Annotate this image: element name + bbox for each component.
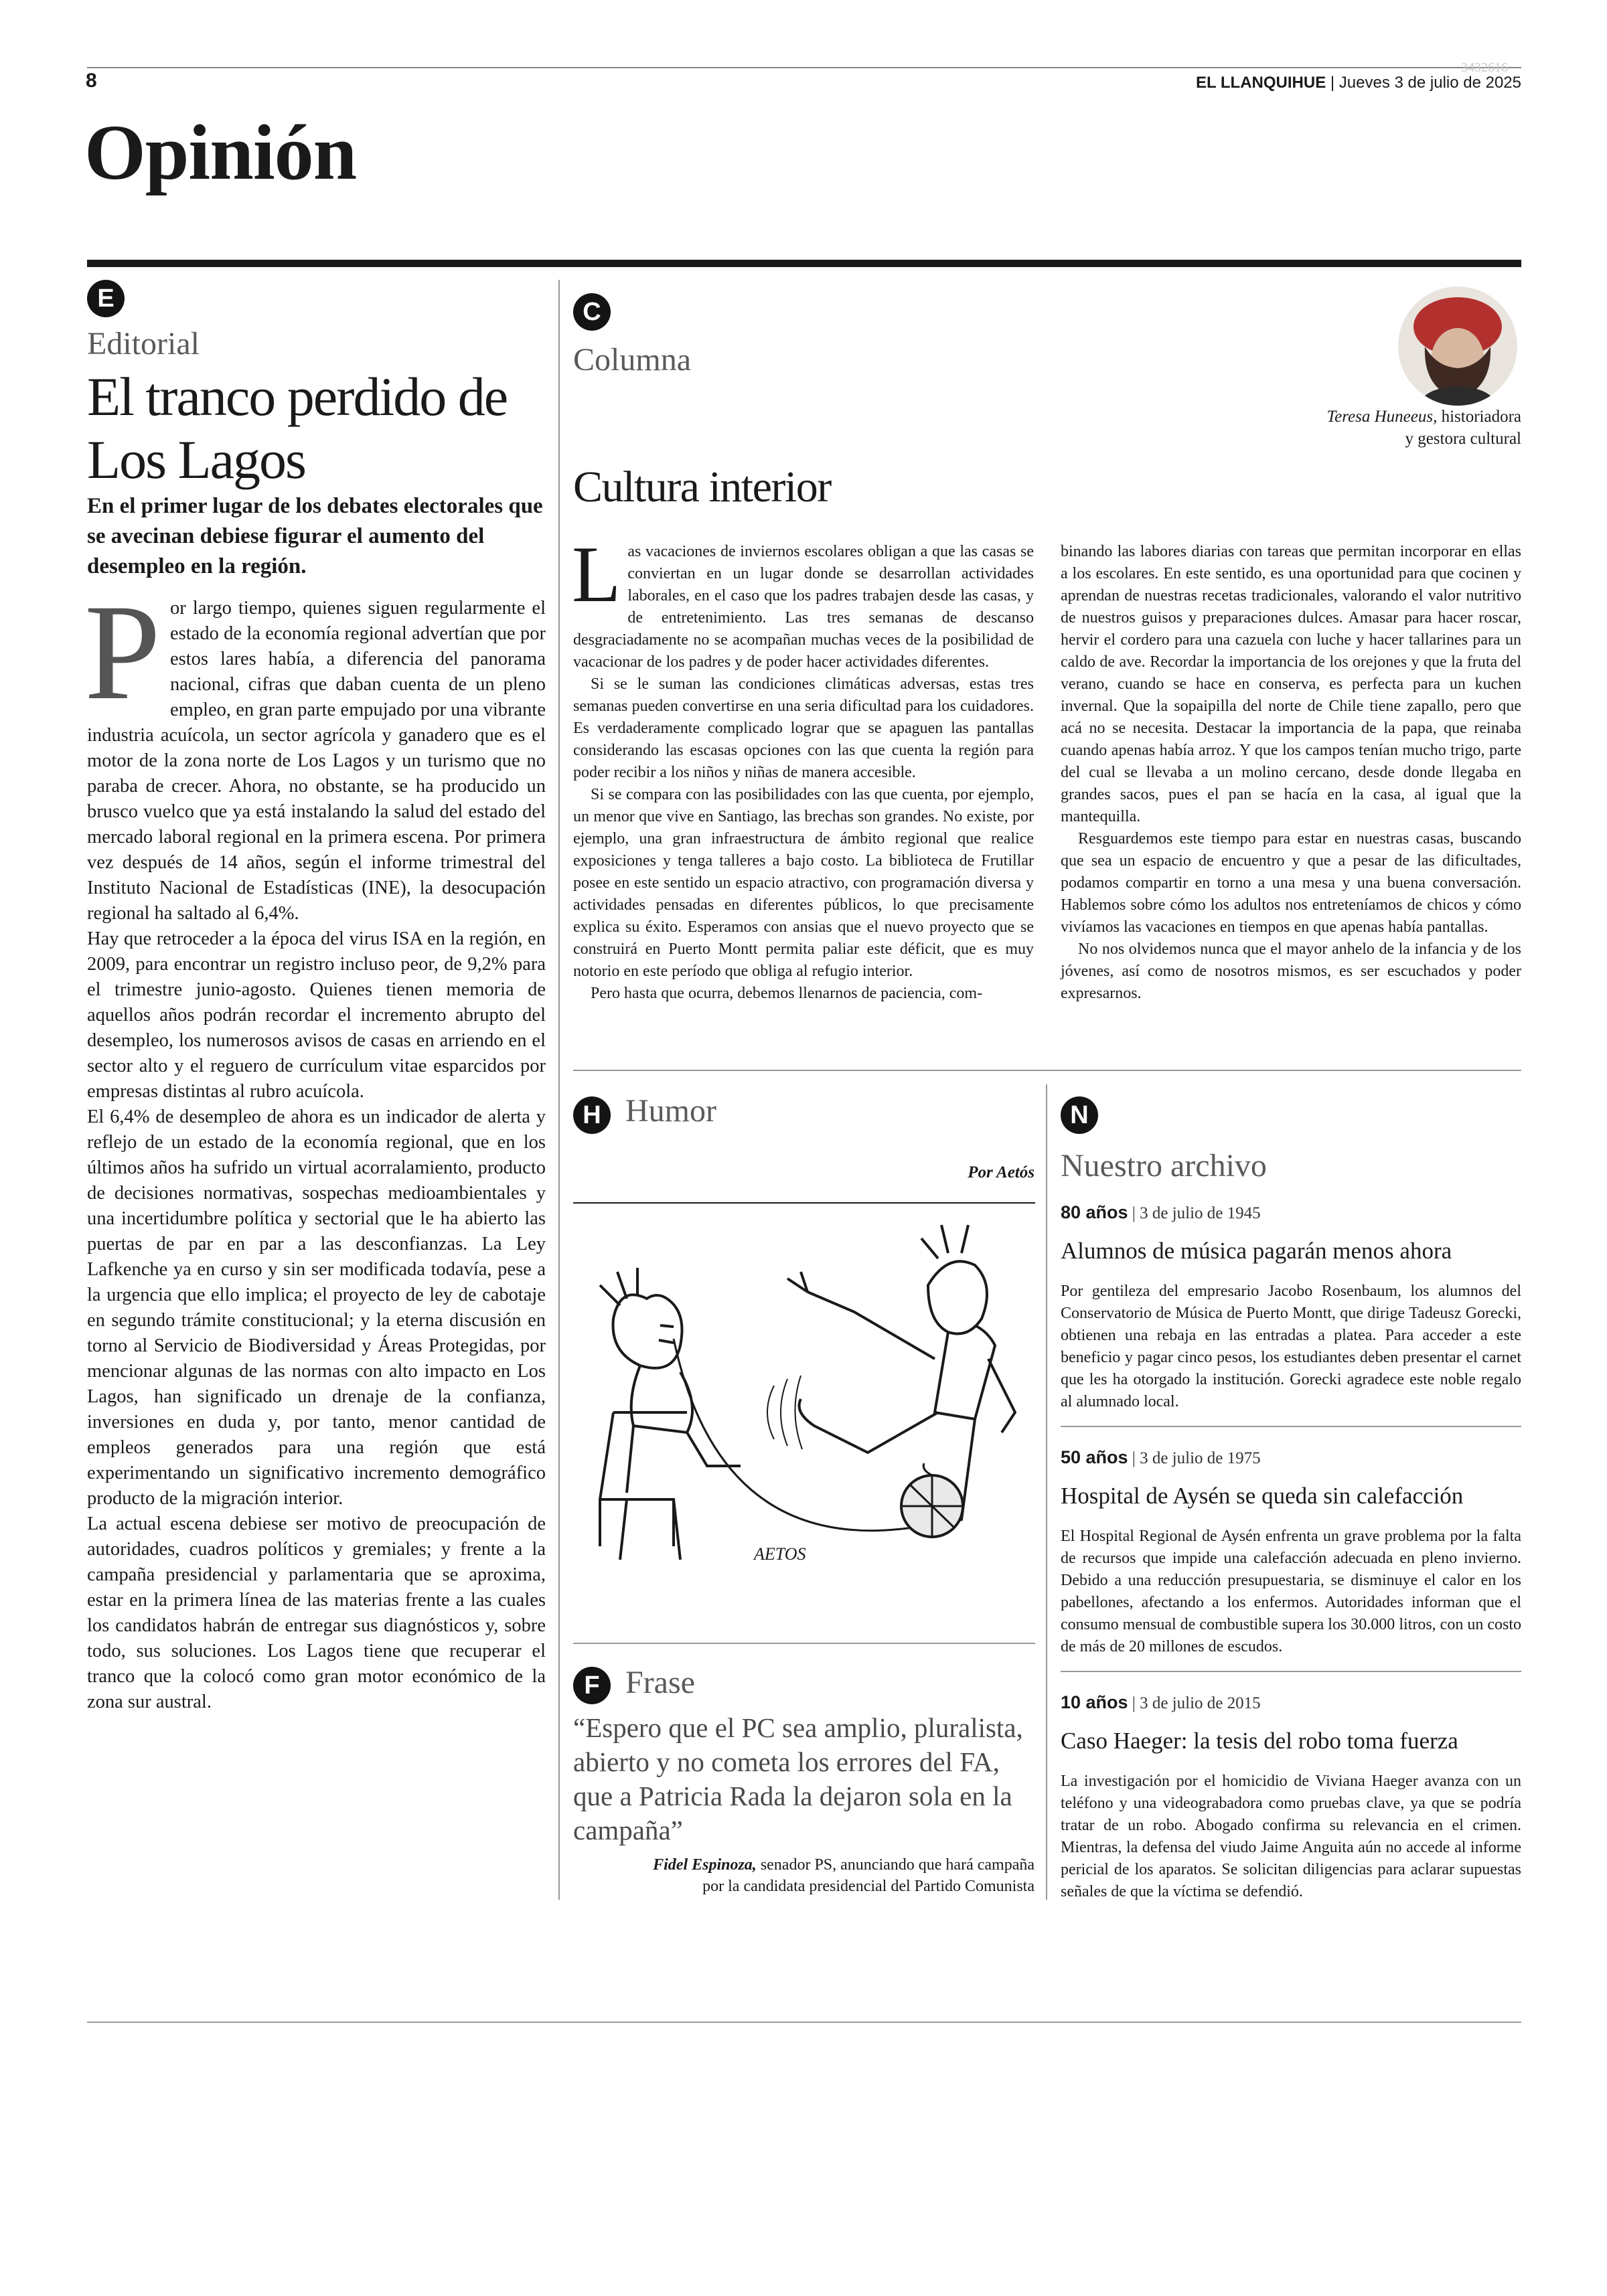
newspaper-name: EL LLANQUIHUE [1195, 74, 1326, 92]
humor-bottom-rule [573, 1643, 1035, 1644]
archive-item-2-text: El Hospital Regional de Aysén enfrenta un grave problema por la falta de recursos que impide una calefacción adecuada en pleno invierno. Debido a una reducción presupuestaria, se disminuye el calor en los pabellones, afectando a los enfermos. Autoridades informan que el consumo mensual de combustible supera los 30.000 litros, con un costo de más de 20 millones de escudos. [1061, 1528, 1521, 1655]
author-line-1 [1327, 406, 1521, 428]
section-title: Opinión [84, 108, 357, 196]
frase-badge: F [573, 1667, 611, 1704]
column-rule-left [558, 280, 560, 1900]
editorial-badge: E [87, 280, 125, 317]
archive-item-2 [1061, 1447, 1521, 1658]
author-photo [1398, 286, 1517, 406]
editorial-dropcap: P [84, 576, 161, 728]
column-headline: Cultura interior [573, 463, 831, 511]
author-caption [1327, 406, 1521, 450]
page-bottom-rule [87, 2022, 1521, 2023]
archive-item-3-header: 10 años | 3 de julio de 2015 [1061, 1692, 1261, 1712]
section-thick-rule [87, 260, 1521, 267]
archive-item-2-header: 50 años | 3 de julio de 1975 [1061, 1447, 1261, 1467]
frase-attribution-line-1 [653, 1854, 1035, 1876]
author-name: Teresa Huneeus, [1326, 408, 1438, 426]
column-left-paragraph-1: as vacaciones de inviernos escolares obligan a que las casas se conviertan en un lugar donde se desarrollan actividades laborales, en el caso que los padres trabajen desde las casas, y de entretenimiento. Las tres semanas de descanso desgraciadamente no se acompañan muchas veces de la posibilidad de vacacionar de los padres y de poder hacer actividades diferentes. [573, 543, 1034, 671]
editorial-headline: El tranco perdido de Los Lagos [87, 366, 508, 490]
editorial-paragraph-4: La actual escena debiese ser motivo de preocupación de autoridades, cuadros políticos y gremiales; y frente a la campaña presidencial y parlamentaria que se aproxima, estar en la primera línea de las materias frente a las cuales los candidatos habrán de entregar sus diagnósticos y, sobre todo, sus soluciones. Los Lagos tiene que recuperar el tranco que la colocó como gran motor económico de la zona sur austral. [87, 1513, 546, 1712]
stamp-number: 3432616 [1461, 60, 1508, 75]
cartoon-speed-lines [767, 1376, 802, 1449]
humor-top-rule [573, 1202, 1035, 1204]
archive-item-3-years: 10 años [1061, 1692, 1128, 1712]
column-left-paragraph-3: Si se compara con las posibilidades con las que cuenta, por ejemplo, un menor que vive en Santiago, las brechas son grandes. No existe, por ejemplo, una gran infraestructura de ámbito regional que realice exposiciones y tenga talleres a bajo costo. La biblioteca de Frutillar posee en este sentido un espacio atractivo, con programación diversa y actividades pensadas en diferentes públicos, lo que precisamente explica su éxito. Esperamos con ansias que el nuevo proyecto que se construirá en Puerto Montt permita paliar este déficit, que es muy notorio en este período que obliga al refugio interior. [573, 786, 1034, 980]
archive-item-2-date: 3 de julio de 1975 [1140, 1449, 1261, 1467]
archive-item-1-text: Por gentileza del empresario Jacobo Rosenbaum, los alumnos del Conservatorio de Música de Puerto Montt, que dirige Tadeusz Gorecki, obtienen una rebaja en las entradas a platea. Para acceder a este beneficio y pagar cinco pesos, los estudiantes deben presentar el carnet que les ha otorgado la institución. Gorecki agradece este noble regalo al alumnado local. [1061, 1283, 1521, 1410]
column-right-paragraph-1: binando las labores diarias con tareas que permitan incorporar en ellas a los escolares. En este sentido, es una oportunidad para que cocinen y aprendan de nuestras recetas tradicionales, valorando el valor nutritivo de nuestros guisos y preparaciones dulces. Amasar para hacer roscar, hervir el cordero para una cazuela con luche y hacer tallarines para un caldo de ave. Recordar la importancia de los orejones y que la fruta del verano, cuando se hace en conserva, es perfecta para un kuchen invernal. Que la sopaipilla del norte de Chile tiene zapallo, pero que acá no se necesita. Destacar la importancia de la papa, que reinaba cuando apenas había arroz. Y que los campos tenían mucho trigo, parte del cual se llevaba a un molino cercano, desde donde llegaba en grandes sacos, pues el pan se hacía en la casa, al igual que la mantequilla. [1061, 543, 1521, 825]
column-dropcap: L [572, 529, 621, 619]
archive-item-2-years: 50 años [1061, 1447, 1128, 1467]
archive-item-1-years: 80 años [1061, 1202, 1128, 1222]
archive-item-3-date: 3 de julio de 2015 [1140, 1694, 1261, 1712]
archive-badge: N [1061, 1096, 1098, 1134]
frase-attribution-role: senador PS, anunciando que hará campaña [760, 1856, 1035, 1874]
archive-item-3-text: La investigación por el homicidio de Viviana Haeger avanza con un teléfono y una videograbadora como pruebas clave, ya que se podría tratar de un robo. Abogado confirma su relevancia en el crimen. Mientras, la defensa del viudo Jaime Anguita aún no accede al informe pericial de los aparatos. Se solicitan diligencias para aclarar supuestas señales de que la víctima se defendió. [1061, 1773, 1521, 1900]
cartoon-kicking-man [787, 1225, 1015, 1533]
author-role-2: y gestora cultural [1405, 430, 1521, 448]
column-text-right [1061, 541, 1521, 1005]
cartoon-seated-man [600, 1268, 741, 1560]
column-rule-middle [1046, 1084, 1047, 1900]
column-bottom-rule [573, 1070, 1521, 1071]
archive-item-1-header: 80 años | 3 de julio de 1945 [1061, 1202, 1261, 1222]
column-label: Columna [573, 342, 691, 378]
frase-attribution-name: Fidel Espinoza, [653, 1856, 757, 1874]
archive-item-1-date: 3 de julio de 1945 [1140, 1204, 1261, 1222]
issue-date: Jueves 3 de julio de 2025 [1338, 74, 1521, 92]
editorial-label: Editorial [87, 326, 200, 361]
archive-item-1 [1061, 1202, 1521, 1413]
cartoon-signature: AETOS [754, 1544, 806, 1564]
top-thin-rule [87, 67, 1521, 68]
frase-attribution-line-2: por la candidata presidencial del Partido Comunista [702, 1878, 1035, 1895]
author-role-1: historiadora [1441, 408, 1521, 426]
newspaper-date-line [1196, 74, 1521, 92]
column-badge: C [573, 293, 611, 331]
archive-item-1-title: Alumnos de música pagarán menos ahora [1061, 1238, 1452, 1264]
archive-rule-1 [1061, 1426, 1521, 1427]
archive-label: Nuestro archivo [1061, 1148, 1267, 1183]
frase-attribution [653, 1854, 1035, 1897]
editorial-paragraph-1: or largo tiempo, quienes siguen regularmente el estado de la economía regional advertían que por estos lares había, a diferencia del panorama nacional, cifras que daban cuenta de un pleno empleo, en gran parte empujado por una vibrante industria acuícola, un sector agrícola y ganadero que es el motor de la zona norte de Los Lagos y un turismo que no paraba de crecer. Ahora, no obstante, se ha producido un brusco vuelco que ya está instalando la salud del estado del mercado laboral regional en la primera escena. Por primera vez después de 14 años, según el informe trimestral del Instituto Nacional de Estadísticas (INE), la desocupación regional ha saltado al 6,4%. [87, 598, 546, 924]
frase-quote: “Espero que el PC sea amplio, pluralista, abierto y no cometa los errores del FA, que a Patricia Rada la dejaron sola en la campaña” [573, 1712, 1023, 1846]
humor-cartoon [573, 1212, 1035, 1640]
column-right-paragraph-3: No nos olvidemos nunca que el mayor anhelo de la infancia y de los jóvenes, así como de nosotros mismos, es ser escuchados y poder expresarnos. [1061, 940, 1521, 1002]
archive-item-3-title: Caso Haeger: la tesis del robo toma fuerza [1061, 1728, 1458, 1754]
column-right-paragraph-2: Resguardemos este tiempo para estar en nuestras casas, buscando que sea un espacio de encuentro y que a pesar de las dificultades, podamos compartir en torno a una mesa y una buena conversación. Hablemos sobre cómo los adultos nos entreteníamos de chicos y cómo vivíamos las vacaciones en tiempos en que apenas había pantallas. [1061, 830, 1521, 936]
humor-label: Humor [625, 1093, 716, 1129]
archive-rule-2 [1061, 1671, 1521, 1672]
editorial-paragraph-2: Hay que retroceder a la época del virus ISA en la región, en 2009, para encontrar un registro incluso peor, de 9,2% para el trimestre junio-agosto. Quienes tienen memoria de aquellos años podrán recordar el incremento abrupto del desempleo, los numerosos avisos de casas en arriendo en el sector alto y el reguero de currículum vitae esparcidos por empresas distintas al rubro acuícola. [87, 928, 546, 1102]
page-number: 8 [86, 70, 97, 92]
humor-byline: Por Aetós [968, 1163, 1035, 1181]
humor-badge: H [573, 1096, 611, 1134]
column-left-paragraph-2: Si se le suman las condiciones climáticas adversas, estas tres semanas pueden convertirse en una seria dificultad para los cuidadores. Es verdaderamente complicado lograr que se apaguen las pantallas considerando las escasas opciones con las que cuenta la región para poder recibir a los niños y niñas de manera accesible. [573, 675, 1034, 781]
column-text-left [572, 529, 1034, 1005]
cartoon-ball [901, 1463, 963, 1537]
separator: | [1330, 74, 1335, 92]
archive-item-2-title: Hospital de Aysén se queda sin calefacción [1061, 1483, 1464, 1509]
editorial-body [84, 576, 546, 1715]
frase-label: Frase [625, 1665, 695, 1700]
editorial-deck: En el primer lugar de los debates electorales que se avecinan debiese figurar el aumento del desempleo en la región. [87, 494, 543, 578]
column-left-paragraph-4: Pero hasta que ocurra, debemos llenarnos de paciencia, com- [591, 985, 983, 1002]
archive-item-3 [1061, 1692, 1521, 1903]
editorial-paragraph-3: El 6,4% de desempleo de ahora es un indicador de alerta y reflejo de un estado de la economía regional, que en los últimos años ha sufrido un virtual acorralamiento, producto de decisiones normativas, sospechas medioambientales y una incertidumbre política y sectorial que le ha abierto las puertas de par en par a las desconfianzas. La Ley Lafkenche ya en curso y sin ser modificada todavía, pese a la urgencia que ello implica; el proyecto de ley de cabotaje en segundo trámite constitucional; y la eterna discusión en torno al Servicio de Biodiversidad y Áreas Protegidas, por mencionar algunas de las normas con alto impacto en Los Lagos, han significado un drenaje de la confianza, inversiones en duda y, por tanto, menor cantidad de empleos generados para una región que está experimentando un significativo incremento demográfico producto de la migración interior. [87, 1106, 546, 1509]
